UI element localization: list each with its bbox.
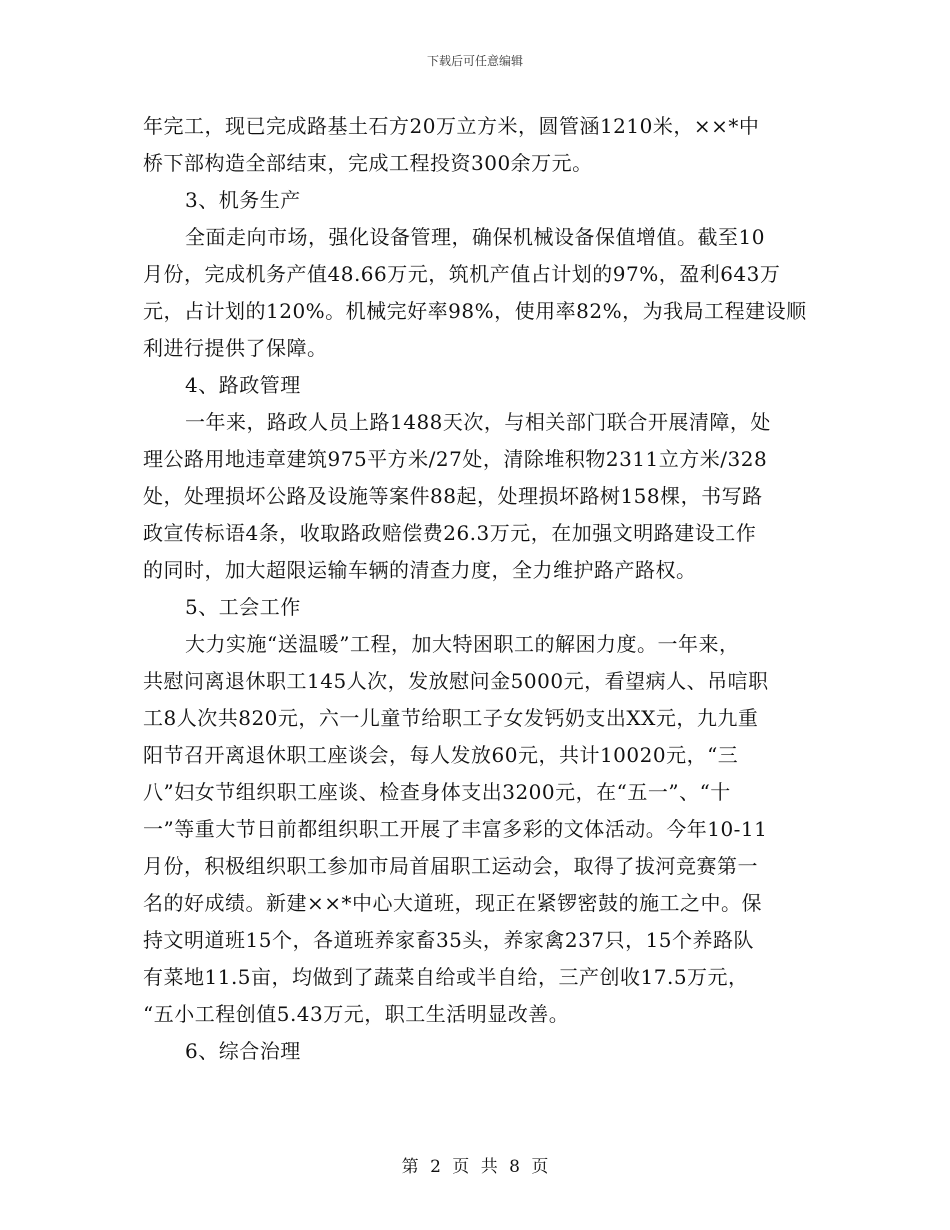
paragraph-line: 名的好成绩。新建××*中心大道班，现正在紧锣密鼓的施工之中。保 bbox=[143, 891, 763, 915]
section-heading: 5、工会工作 bbox=[185, 595, 301, 619]
paragraph-line: 桥下部构造全部结束，完成工程投资300余万元。 bbox=[143, 151, 593, 175]
paragraph-line: 一年来，路政人员上路1488天次，与相关部门联合开展清障，处 bbox=[185, 410, 771, 434]
paragraph-line: 阳节召开离退休职工座谈会，每人发放60元，共计10020元，“三 bbox=[143, 743, 739, 767]
paragraph-line: 月份，完成机务产值48.66万元，筑机产值占计划的97%，盈利643万 bbox=[143, 262, 781, 286]
section-heading: 4、路政管理 bbox=[185, 373, 301, 397]
paragraph-line: 利进行提供了保障。 bbox=[143, 336, 328, 360]
paragraph-line: 的同时，加大超限运输车辆的清查力度，全力维护路产路权。 bbox=[143, 558, 697, 582]
paragraph-line: 理公路用地违章建筑975平方米/27处，清除堆积物2311立方米/328 bbox=[143, 447, 768, 471]
section-heading: 6、综合治理 bbox=[185, 1039, 301, 1063]
paragraph-line: “五小工程创值5.43万元，职工生活明显改善。 bbox=[143, 1002, 570, 1026]
paragraph-line: 工8人次共820元，六一儿童节给职工子女发钙奶支出XX元，九九重 bbox=[143, 706, 759, 730]
paragraph-line: 月份，积极组织职工参加市局首届职工运动会，取得了拔河竞赛第一 bbox=[143, 854, 758, 878]
paragraph-line: 持文明道班15个，各道班养家畜35头，养家禽237只，15个养路队 bbox=[143, 928, 755, 952]
paragraph-line: 一”等重大节日前都组织职工开展了丰富多彩的文体活动。今年10-11 bbox=[143, 817, 768, 841]
page-header: 下载后可任意编辑 bbox=[426, 54, 523, 68]
page-footer: 第 2 页 共 8 页 bbox=[401, 1157, 549, 1177]
paragraph-line: 八”妇女节组织职工座谈、检查身体支出3200元，在“五一”、“十 bbox=[143, 780, 731, 804]
paragraph-line: 大力实施“送温暖”工程，加大特困职工的解困力度。一年来， bbox=[185, 632, 740, 656]
section-heading: 3、机务生产 bbox=[185, 188, 301, 212]
paragraph-line: 元，占计划的120%。机械完好率98%，使用率82%，为我局工程建设顺 bbox=[143, 299, 807, 323]
paragraph-line: 共慰问离退休职工145人次，发放慰问金5000元，看望病人、吊唁职 bbox=[143, 669, 769, 693]
paragraph-line: 全面走向市场，强化设备管理，确保机械设备保值增值。截至10 bbox=[185, 225, 765, 249]
paragraph-line: 有菜地11.5亩，均做到了蔬菜自给或半自给，三产创收17.5万元， bbox=[143, 965, 749, 989]
document-body bbox=[143, 108, 813, 1070]
paragraph-line: 政宣传标语4条，收取路政赔偿费26.3万元，在加强文明路建设工作 bbox=[143, 521, 757, 545]
paragraph-line: 年完工，现已完成路基土石方20万立方米，圆管涵1210米，××*中 bbox=[143, 114, 760, 138]
paragraph-line: 处，处理损坏公路及设施等案件88起，处理损坏路树158棵，书写路 bbox=[143, 484, 763, 508]
